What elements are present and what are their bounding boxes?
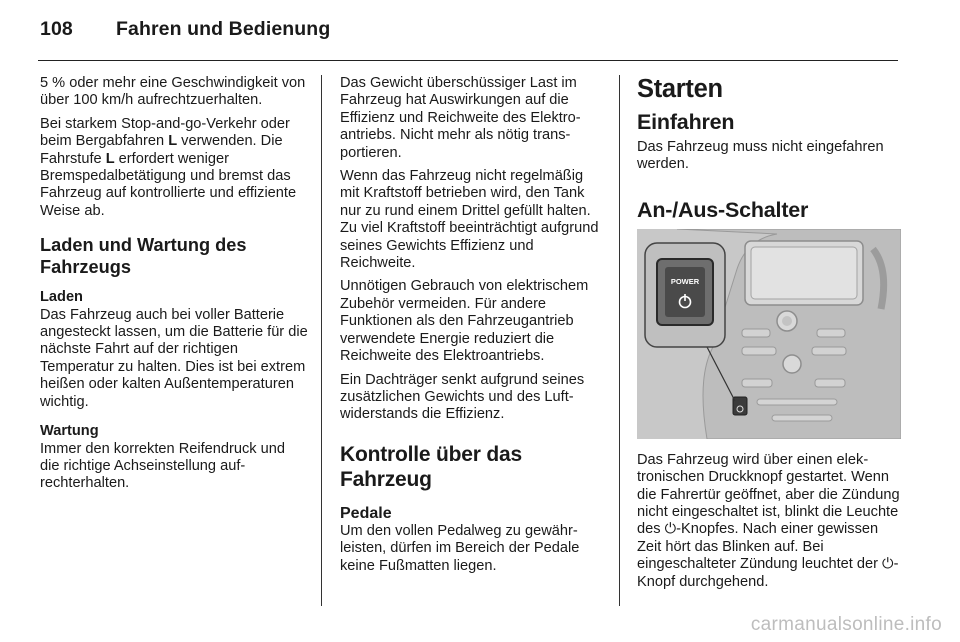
chapter-title: Fahren und Bedienung — [116, 18, 331, 40]
power-symbol-icon: ⏻ — [882, 556, 894, 573]
column-1 — [40, 75, 308, 499]
paragraph: Das Fahrzeug muss nicht eingefahren werden. — [637, 139, 884, 173]
watermark: carmanualsonline.info — [750, 614, 942, 635]
paragraph: Bei starkem Stop-and-go-Verkehr oder beim Bergabfahren L verwenden. Die Fahrstufe L erfordert weniger Bremspedalbetätigung und bremst das Fahrzeug auf kontrollierte und effiziente Weise ab. — [40, 115, 297, 219]
paragraph: Das Fahrzeug wird über einen elektronischen Druckknopf gestartet. Wenn die Fahrertür geöffnet, aber die Zündung nicht eingeschaltet ist, blinkt die Leuchte des ⏻-Knopfes. Nach einer gewissen Zeit hört das Blinken auf. Bei eingeschalteter Zündung leuchtet der ⏻-Knopf durchgehend. — [637, 451, 900, 590]
subheading: Pedale — [340, 504, 392, 522]
column-divider-1 — [321, 75, 322, 606]
column-divider-2 — [619, 75, 620, 606]
paragraph: Das Gewicht überschüssiger Last im Fahrzeug hat Auswirkungen auf die Effizienz und Reichweite des Elektroantriebs. Nicht mehr als nötig transportieren. — [340, 75, 581, 161]
section-heading: Laden und Wartung des Fahrzeugs — [40, 235, 247, 277]
section-heading: An-/Aus-Schalter — [637, 197, 809, 222]
chapter-heading: Starten — [637, 75, 723, 103]
column-3 — [637, 75, 901, 597]
paragraph: Immer den korrekten Reifendruck und die richtige Achseinstellung aufrechterhalten. — [40, 440, 285, 492]
power-button-figure — [637, 229, 901, 439]
section-heading: Einfahren — [637, 110, 735, 134]
header-rule — [38, 60, 898, 61]
paragraph: Um den vollen Pedalweg zu gewährleisten, dürfen im Bereich der Pedale keine Fußmatten liegen. — [340, 522, 580, 574]
paragraph: Ein Dachträger senkt aufgrund seines zusätzlichen Gewichts und des Luftwiderstands die Effizienz. — [340, 371, 585, 423]
paragraph: Unnötigen Gebrauch von elektrischem Zubehör vermeiden. Für andere Funktionen als den Fahrzeugantrieb verwendete Energie reduziert die Reichweite des Elektroantriebs. — [340, 278, 589, 365]
subheading: Wartung — [40, 423, 99, 440]
paragraph: 5 % oder mehr eine Geschwindigkeit von über 100 km/h aufrechtzuerhalten. — [40, 75, 306, 109]
subheading: Laden — [40, 289, 83, 306]
dashboard-illustration — [637, 229, 901, 439]
paragraph: Das Fahrzeug auch bei voller Batterie angesteckt lassen, um die Batterie für die nächste Fahrt auf der richtigen Temperatur zu halten. Dies ist bei extrem heißen oder kalten Außentemperaturen wichtig. — [40, 306, 308, 410]
paragraph: Wenn das Fahrzeug nicht regelmäßig mit Kraftstoff betrieben wird, den Tank nur zu rund einem Drittel gefüllt halten. Zu viel Kraftstoff beeinträchtigt aufgrund seines Gewichts Effizienz und Reichweite. — [340, 168, 599, 272]
power-symbol-icon: ⏻ — [664, 521, 677, 538]
section-heading: Kontrolle über das Fahrzeug — [340, 442, 522, 491]
power-label: POWER — [670, 276, 700, 286]
column-2 — [340, 75, 606, 581]
page-number: 108 — [40, 18, 73, 40]
page-header — [40, 18, 330, 48]
